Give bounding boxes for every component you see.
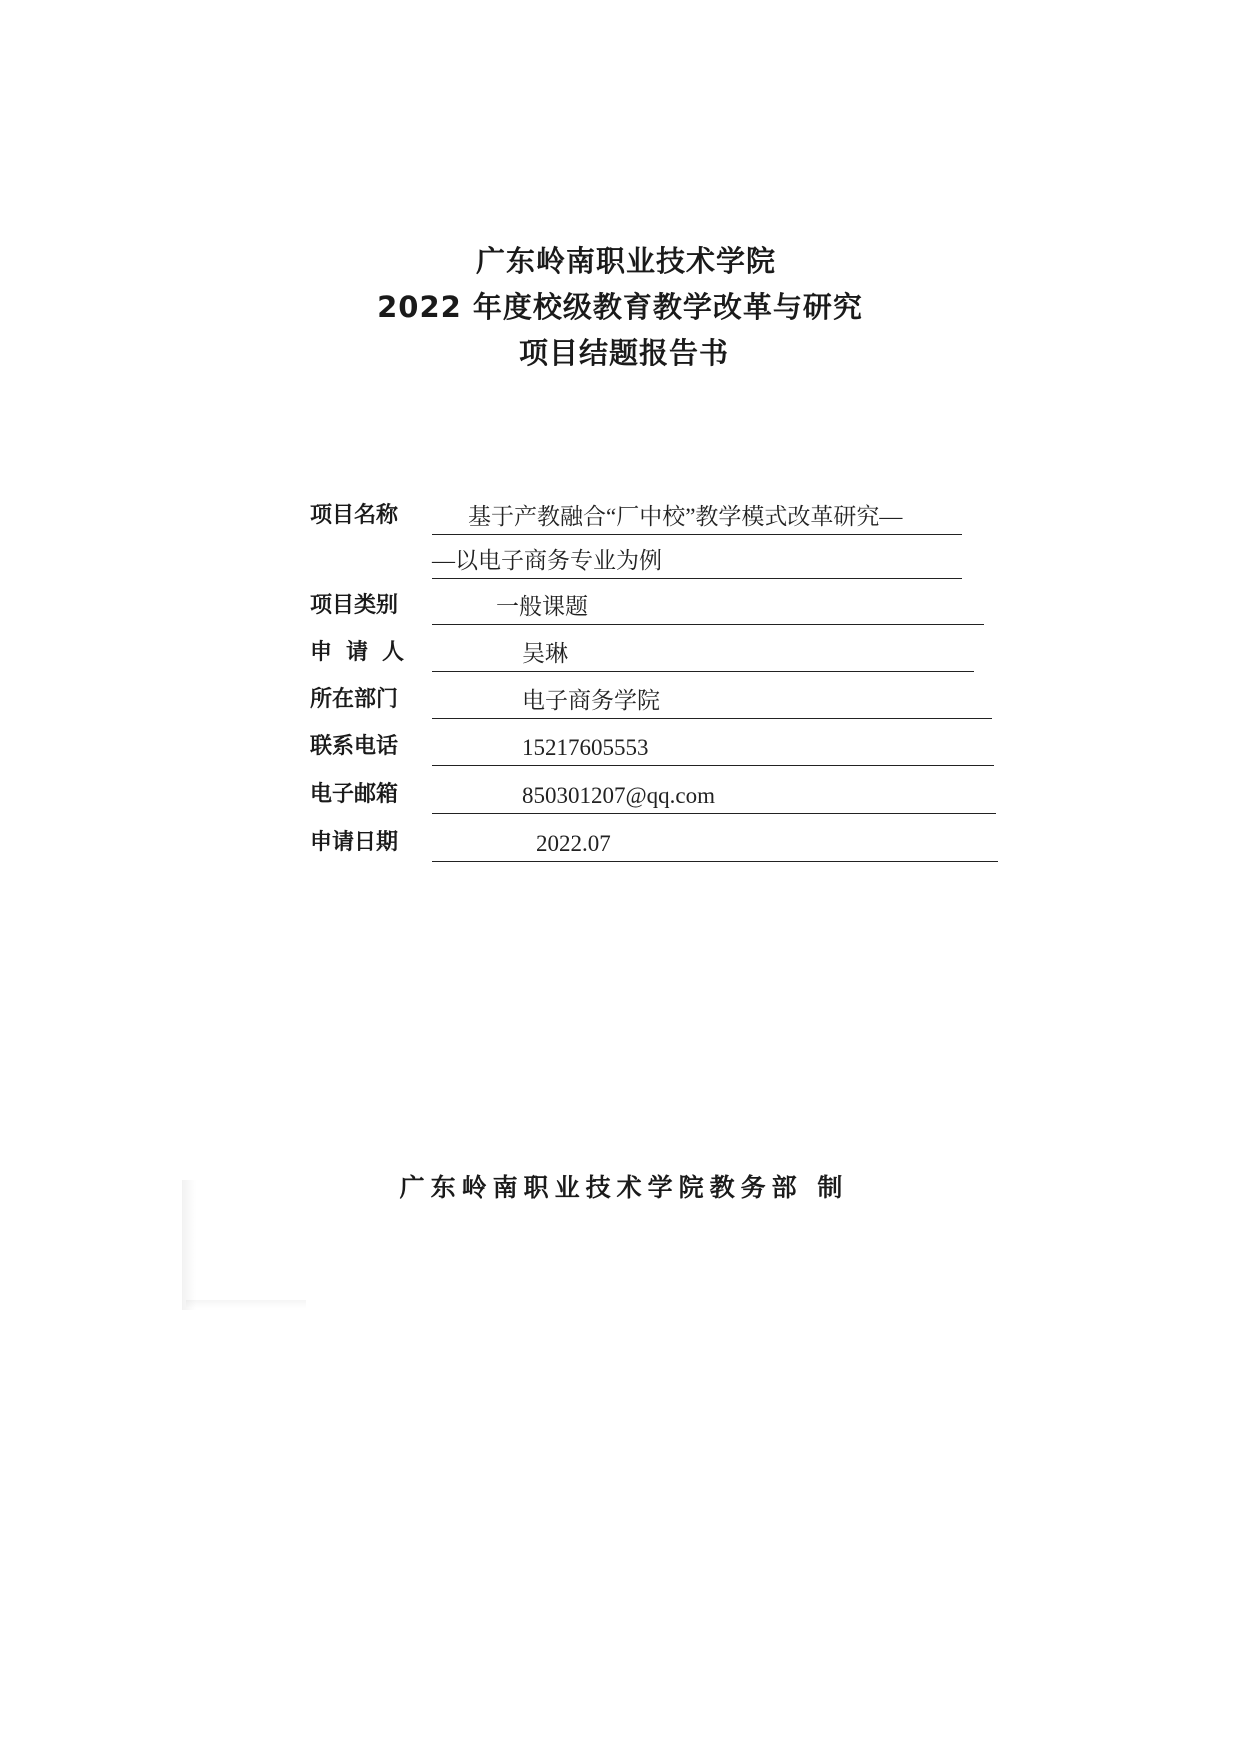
field-email [432,779,996,814]
value-project-name-line1: 基于产教融合“厂中校”教学模式改革研究— [468,504,903,529]
document-title [0,238,1240,376]
row-email [310,779,1010,819]
field-phone [432,731,994,766]
title-report-type: 项目结题报告书 [518,336,729,370]
row-department [310,684,1010,724]
value-email: 850301207@qq.com [522,783,716,808]
value-project-name-line2: —以电子商务专业为例 [432,548,662,573]
label-email: 电子邮箱 [310,782,399,807]
value-project-type: 一般课题 [496,594,588,619]
label-project-type: 项目类别 [310,593,399,618]
row-apply-date [310,827,1010,867]
label-project-name: 项目名称 [310,503,399,528]
value-apply-date: 2022.07 [536,831,611,856]
field-apply-date [432,827,998,862]
issuer-footer: 广东岭南职业技术学院教务部 制 [399,1173,849,1202]
row-phone [310,731,1010,771]
value-phone: 15217605553 [522,735,649,760]
label-applicant: 申请人 [310,640,419,665]
label-department: 所在部门 [310,687,399,712]
value-department: 电子商务学院 [522,688,660,713]
label-phone: 联系电话 [310,734,399,759]
title-program: 2022 年度校级教育教学改革与研究 [377,290,863,324]
field-department [432,684,992,719]
row-applicant [310,637,1010,677]
title-institution: 广东岭南职业技术学院 [475,244,776,278]
field-project-name-line1 [432,500,962,535]
field-applicant [432,637,974,672]
scan-shadow-edge [186,1300,306,1308]
value-applicant: 吴琳 [522,641,568,666]
label-apply-date: 申请日期 [310,830,399,855]
field-project-name-line2 [432,544,962,579]
row-project-name [310,500,1010,580]
field-project-type [432,590,984,625]
row-project-type [310,590,1010,630]
